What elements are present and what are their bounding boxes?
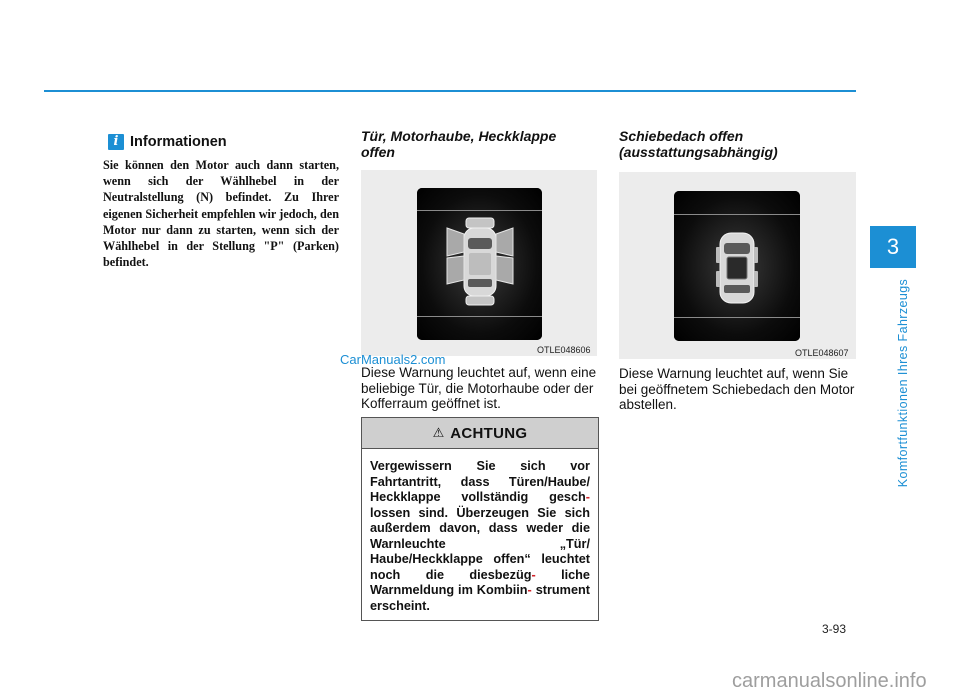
warning-title: ACHTUNG — [450, 424, 528, 442]
door-section-heading — [361, 128, 556, 160]
info-title: Informationen — [130, 134, 227, 150]
watermark-top: CarManuals2.com — [340, 352, 446, 367]
chapter-side-title — [893, 278, 913, 488]
sunroof-heading-line1: Schiebedach offen — [619, 128, 744, 144]
warning-header — [362, 418, 598, 449]
door-heading-line1: Tür, Motorhaube, Heckklappe — [361, 128, 557, 144]
cluster-display — [417, 188, 542, 340]
warning-text-part: liche Warnmeldung im Kombiin — [370, 567, 590, 597]
warning-box — [361, 417, 599, 621]
cluster-display — [674, 191, 800, 341]
car-sunroof-open-icon — [674, 191, 800, 341]
sunroof-section-heading — [619, 128, 778, 160]
hyphen-mark: - — [527, 583, 532, 597]
info-heading — [108, 134, 227, 150]
sunroof-section-text: Diese Warnung leuchtet auf, wenn Sie bei geöffnetem Schiebedach den Motor abstellen. — [619, 366, 855, 412]
warning-triangle-icon: ⚠ — [432, 425, 445, 440]
sunroof-warning-image — [619, 172, 856, 359]
car-doors-open-icon — [417, 188, 542, 340]
chapter-tab — [870, 226, 916, 268]
door-warning-image — [361, 170, 597, 356]
watermark-bottom: carmanualsonline.info — [732, 670, 927, 692]
warning-text — [362, 449, 598, 614]
chapter-number: 3 — [886, 234, 900, 259]
image-code: OTLE048607 — [795, 348, 849, 358]
door-heading-line2: offen — [361, 144, 395, 160]
info-icon: i — [108, 134, 124, 150]
image-code: OTLE048606 — [537, 345, 591, 355]
sunroof-heading-line2: (ausstattungsabhängig) — [619, 144, 778, 160]
hyphen-mark: - — [585, 490, 590, 504]
header-rule — [44, 90, 856, 92]
warning-text-part: Vergewissern Sie sich vor Fahrtantritt, dass Türen/Haube/ Heckklappe vollständig gesch — [370, 459, 590, 504]
chapter-title: Komfortfunktionen Ihres Fahrzeugs — [896, 278, 910, 488]
warning-text-part: strument erscheint. — [370, 583, 590, 613]
info-text: Sie können den Motor auch dann starten, wenn sich der Wählhebel in der Neutralstellung (N) befindet. Zu Ihrer eigenen Sicherheit empfehlen wir jedoch, den Motor nur dann zu starten, wenn sich der Wählhebel in der Stellung "P" (Parken) befindet. — [103, 158, 339, 270]
warning-text-part: lossen sind. Überzeugen Sie sich außerdem davon, dass weder die Warnleuchte „Tür/ Haube/Heckklappe offen“ leuchtet noch die diesbezüg — [370, 505, 590, 582]
door-section-text: Diese Warnung leuchtet auf, wenn eine beliebige Tür, die Motorhaube oder der Kofferraum geöffnet ist. — [361, 365, 597, 411]
page-number: 3-93 — [822, 622, 847, 636]
hyphen-mark: - — [531, 567, 536, 582]
